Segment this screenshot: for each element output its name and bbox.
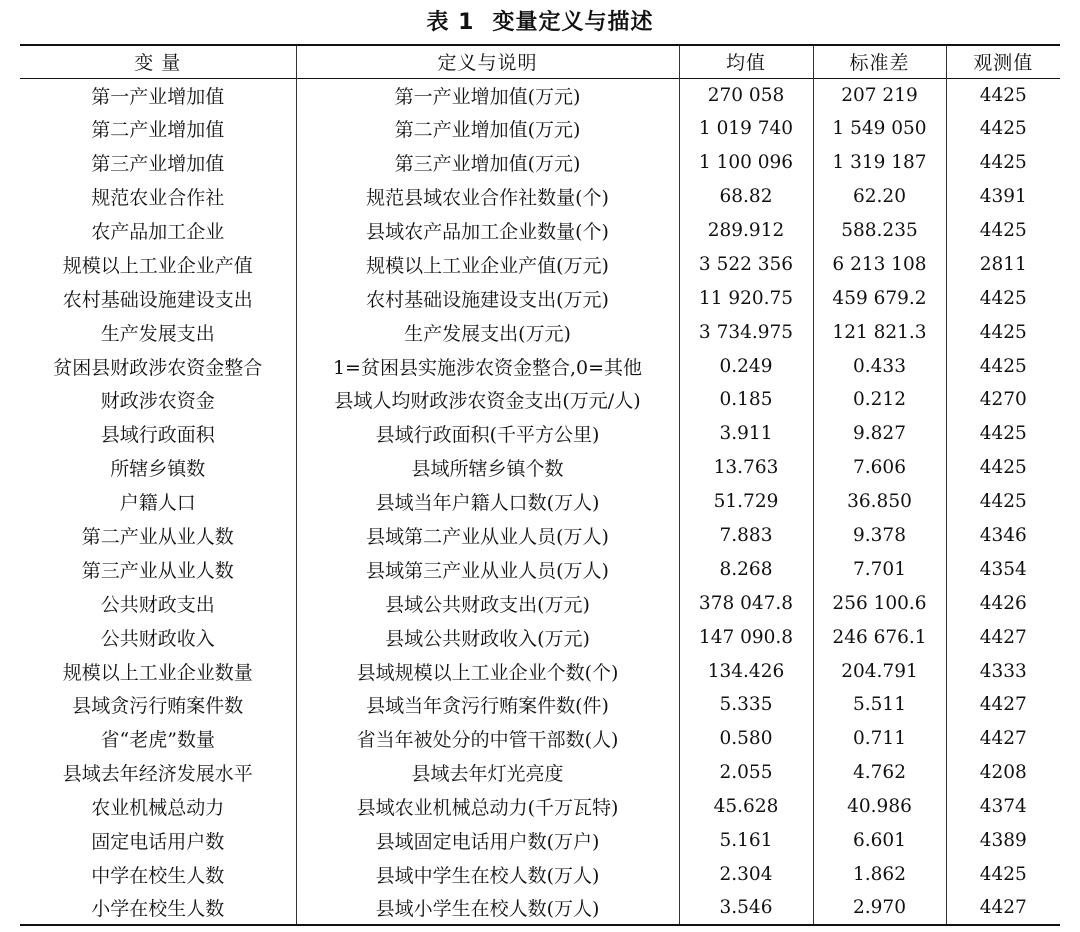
cell-sd: 588.235: [813, 214, 946, 248]
cell-definition: 规模以上工业企业产值(万元): [296, 247, 679, 281]
cell-n: 4389: [946, 824, 1060, 858]
cell-definition: 第三产业增加值(万元): [296, 146, 679, 180]
cell-mean: 2.304: [679, 857, 813, 891]
table-number: 表 1: [426, 10, 475, 35]
cell-mean: 0.580: [679, 722, 813, 756]
cell-mean: 3 734.975: [679, 315, 813, 349]
cell-definition: 县域人均财政涉农资金支出(万元/人): [296, 383, 679, 417]
table-row: [20, 790, 1060, 824]
cell-variable: 县域贪污行贿案件数: [72, 695, 244, 718]
cell-mean: 7.883: [679, 519, 813, 553]
cell-sd: 7.606: [813, 451, 946, 485]
cell-mean: 8.268: [679, 552, 813, 586]
table-row: [20, 315, 1060, 349]
cell-n: 4427: [946, 688, 1060, 722]
cell-definition: 县域规模以上工业企业个数(个): [296, 654, 679, 688]
cell-mean: 270 058: [679, 78, 813, 112]
cell-sd: 9.827: [813, 417, 946, 451]
cell-sd: 0.212: [813, 383, 946, 417]
cell-definition: 县域当年贪污行贿案件数(件): [296, 688, 679, 722]
cell-definition: 县域第三产业从业人员(万人): [296, 552, 679, 586]
cell-definition: 县域农业机械总动力(千万瓦特): [296, 790, 679, 824]
cell-mean: 3.546: [679, 891, 813, 925]
cell-mean: 11 920.75: [679, 281, 813, 315]
cell-definition: 县域行政面积(千平方公里): [296, 417, 679, 451]
cell-mean: 1 019 740: [679, 112, 813, 146]
table-row: [20, 349, 1060, 383]
cell-n: 4425: [946, 315, 1060, 349]
table-row: [20, 722, 1060, 756]
table-row: [20, 756, 1060, 790]
cell-mean: 134.426: [679, 654, 813, 688]
table-row: [20, 112, 1060, 146]
cell-sd: 256 100.6: [813, 586, 946, 620]
cell-sd: 1 549 050: [813, 112, 946, 146]
cell-definition: 第二产业增加值(万元): [296, 112, 679, 146]
cell-variable: 农业机械总动力: [91, 797, 225, 820]
cell-n: 4425: [946, 485, 1060, 519]
cell-n: 4425: [946, 146, 1060, 180]
cell-variable: 公共财政收入: [100, 627, 215, 650]
table-row: [20, 857, 1060, 891]
cell-variable: 规范农业合作社: [91, 187, 225, 210]
cell-sd: 246 676.1: [813, 620, 946, 654]
cell-sd: 6.601: [813, 824, 946, 858]
cell-mean: 45.628: [679, 790, 813, 824]
cell-mean: 3 522 356: [679, 247, 813, 281]
cell-n: 2811: [946, 247, 1060, 281]
cell-n: 4427: [946, 722, 1060, 756]
header-variable: 变 量: [134, 52, 182, 75]
cell-variable: 第二产业增加值: [91, 119, 225, 142]
cell-variable: 规模以上工业企业产值: [62, 254, 253, 277]
cell-mean: 0.185: [679, 383, 813, 417]
cell-definition: 县域去年灯光亮度: [296, 756, 679, 790]
cell-variable: 财政涉农资金: [100, 390, 215, 413]
cell-definition: 生产发展支出(万元): [296, 315, 679, 349]
cell-n: 4425: [946, 78, 1060, 112]
cell-variable: 生产发展支出: [100, 322, 215, 345]
cell-variable: 农产品加工企业: [91, 221, 225, 243]
cell-mean: 5.161: [679, 824, 813, 858]
table-row: [20, 417, 1060, 451]
cell-variable: 固定电话用户数: [91, 831, 225, 854]
header-n: 观测值: [946, 45, 1060, 78]
cell-n: 4425: [946, 857, 1060, 891]
cell-mean: 1 100 096: [679, 146, 813, 180]
variable-table: [20, 44, 1060, 926]
cell-n: 4374: [946, 790, 1060, 824]
table-row: [20, 146, 1060, 180]
cell-n: 4427: [946, 620, 1060, 654]
cell-definition: 省当年被处分的中管干部数(人): [296, 722, 679, 756]
cell-sd: 2.970: [813, 891, 946, 925]
cell-mean: 5.335: [679, 688, 813, 722]
table-row: [20, 824, 1060, 858]
cell-sd: 5.511: [813, 688, 946, 722]
table-body: [20, 78, 1060, 925]
table-row: [20, 586, 1060, 620]
cell-n: 4425: [946, 451, 1060, 485]
cell-variable: 第一产业增加值: [91, 85, 225, 108]
cell-variable: 省“老虎”数量: [100, 729, 215, 752]
header-row: [20, 45, 1060, 78]
cell-n: 4425: [946, 112, 1060, 146]
cell-definition: 县域当年户籍人口数(万人): [296, 485, 679, 519]
cell-n: 4425: [946, 281, 1060, 315]
table-row: [20, 654, 1060, 688]
cell-variable: 规模以上工业企业数量: [62, 661, 253, 684]
cell-definition: 县域第二产业从业人员(万人): [296, 519, 679, 553]
cell-definition: 县域所辖乡镇个数: [296, 451, 679, 485]
cell-definition: 县域农产品加工企业数量(个): [296, 214, 679, 248]
table-row: [20, 180, 1060, 214]
cell-sd: 121 821.3: [813, 315, 946, 349]
table-row: [20, 281, 1060, 315]
cell-mean: 0.249: [679, 349, 813, 383]
cell-mean: 378 047.8: [679, 586, 813, 620]
cell-sd: 7.701: [813, 552, 946, 586]
cell-n: 4391: [946, 180, 1060, 214]
cell-n: 4333: [946, 654, 1060, 688]
table-row: [20, 78, 1060, 112]
table-row: [20, 214, 1060, 248]
cell-mean: 3.911: [679, 417, 813, 451]
cell-definition: 规范县域农业合作社数量(个): [296, 180, 679, 214]
cell-variable: 公共财政支出: [100, 593, 215, 616]
cell-definition: 农村基础设施建设支出(万元): [296, 281, 679, 315]
cell-variable: 小学在校生人数: [91, 898, 225, 921]
cell-sd: 204.791: [813, 654, 946, 688]
cell-mean: 13.763: [679, 451, 813, 485]
cell-sd: 207 219: [813, 78, 946, 112]
cell-n: 4270: [946, 383, 1060, 417]
table-header: [20, 45, 1060, 78]
cell-sd: 1.862: [813, 857, 946, 891]
cell-variable: 所辖乡镇数: [110, 458, 206, 481]
cell-sd: 36.850: [813, 485, 946, 519]
cell-variable: 县域去年经济发展水平: [62, 763, 253, 786]
cell-sd: 40.986: [813, 790, 946, 824]
table-row: [20, 688, 1060, 722]
cell-sd: 62.20: [813, 180, 946, 214]
cell-sd: 0.433: [813, 349, 946, 383]
cell-mean: 68.82: [679, 180, 813, 214]
table-row: [20, 519, 1060, 553]
cell-variable: 第三产业增加值: [91, 153, 225, 176]
cell-n: 4354: [946, 552, 1060, 586]
table-title: 变量定义与描述: [492, 10, 654, 35]
cell-definition: 1=贫困县实施涉农资金整合,0=其他: [296, 349, 679, 383]
cell-sd: 0.711: [813, 722, 946, 756]
cell-n: 4346: [946, 519, 1060, 553]
header-sd: 标准差: [813, 45, 946, 78]
cell-sd: 6 213 108: [813, 247, 946, 281]
table-caption: [0, 0, 1080, 44]
table-row: [20, 485, 1060, 519]
cell-mean: 289.912: [679, 214, 813, 248]
cell-mean: 147 090.8: [679, 620, 813, 654]
cell-variable: 第二产业从业人数: [81, 526, 234, 549]
cell-variable: 户籍人口: [119, 492, 196, 515]
cell-definition: 县域公共财政支出(万元): [296, 586, 679, 620]
header-mean: 均值: [679, 45, 813, 78]
cell-mean: 51.729: [679, 485, 813, 519]
cell-variable: 贫困县财政涉农资金整合: [53, 356, 263, 379]
table-row: [20, 552, 1060, 586]
cell-variable: 中学在校生人数: [91, 864, 225, 887]
table-row: [20, 383, 1060, 417]
cell-sd: 9.378: [813, 519, 946, 553]
cell-definition: 第一产业增加值(万元): [296, 78, 679, 112]
cell-variable: 农村基础设施建设支出: [62, 288, 253, 311]
cell-n: 4425: [946, 214, 1060, 248]
cell-mean: 2.055: [679, 756, 813, 790]
table-row: [20, 247, 1060, 281]
cell-sd: 459 679.2: [813, 281, 946, 315]
cell-n: 4425: [946, 349, 1060, 383]
table-row: [20, 620, 1060, 654]
cell-sd: 4.762: [813, 756, 946, 790]
table-row: [20, 891, 1060, 925]
table-row: [20, 451, 1060, 485]
cell-variable: 县域行政面积: [100, 424, 215, 447]
cell-definition: 县域中学生在校人数(万人): [296, 857, 679, 891]
cell-sd: 1 319 187: [813, 146, 946, 180]
cell-n: 4426: [946, 586, 1060, 620]
cell-n: 4427: [946, 891, 1060, 925]
cell-definition: 县域固定电话用户数(万户): [296, 824, 679, 858]
cell-definition: 县域公共财政收入(万元): [296, 620, 679, 654]
cell-n: 4425: [946, 417, 1060, 451]
cell-definition: 县域小学生在校人数(万人): [296, 891, 679, 925]
header-definition: 定义与说明: [296, 45, 679, 78]
cell-n: 4208: [946, 756, 1060, 790]
cell-variable: 第三产业从业人数: [81, 559, 234, 582]
